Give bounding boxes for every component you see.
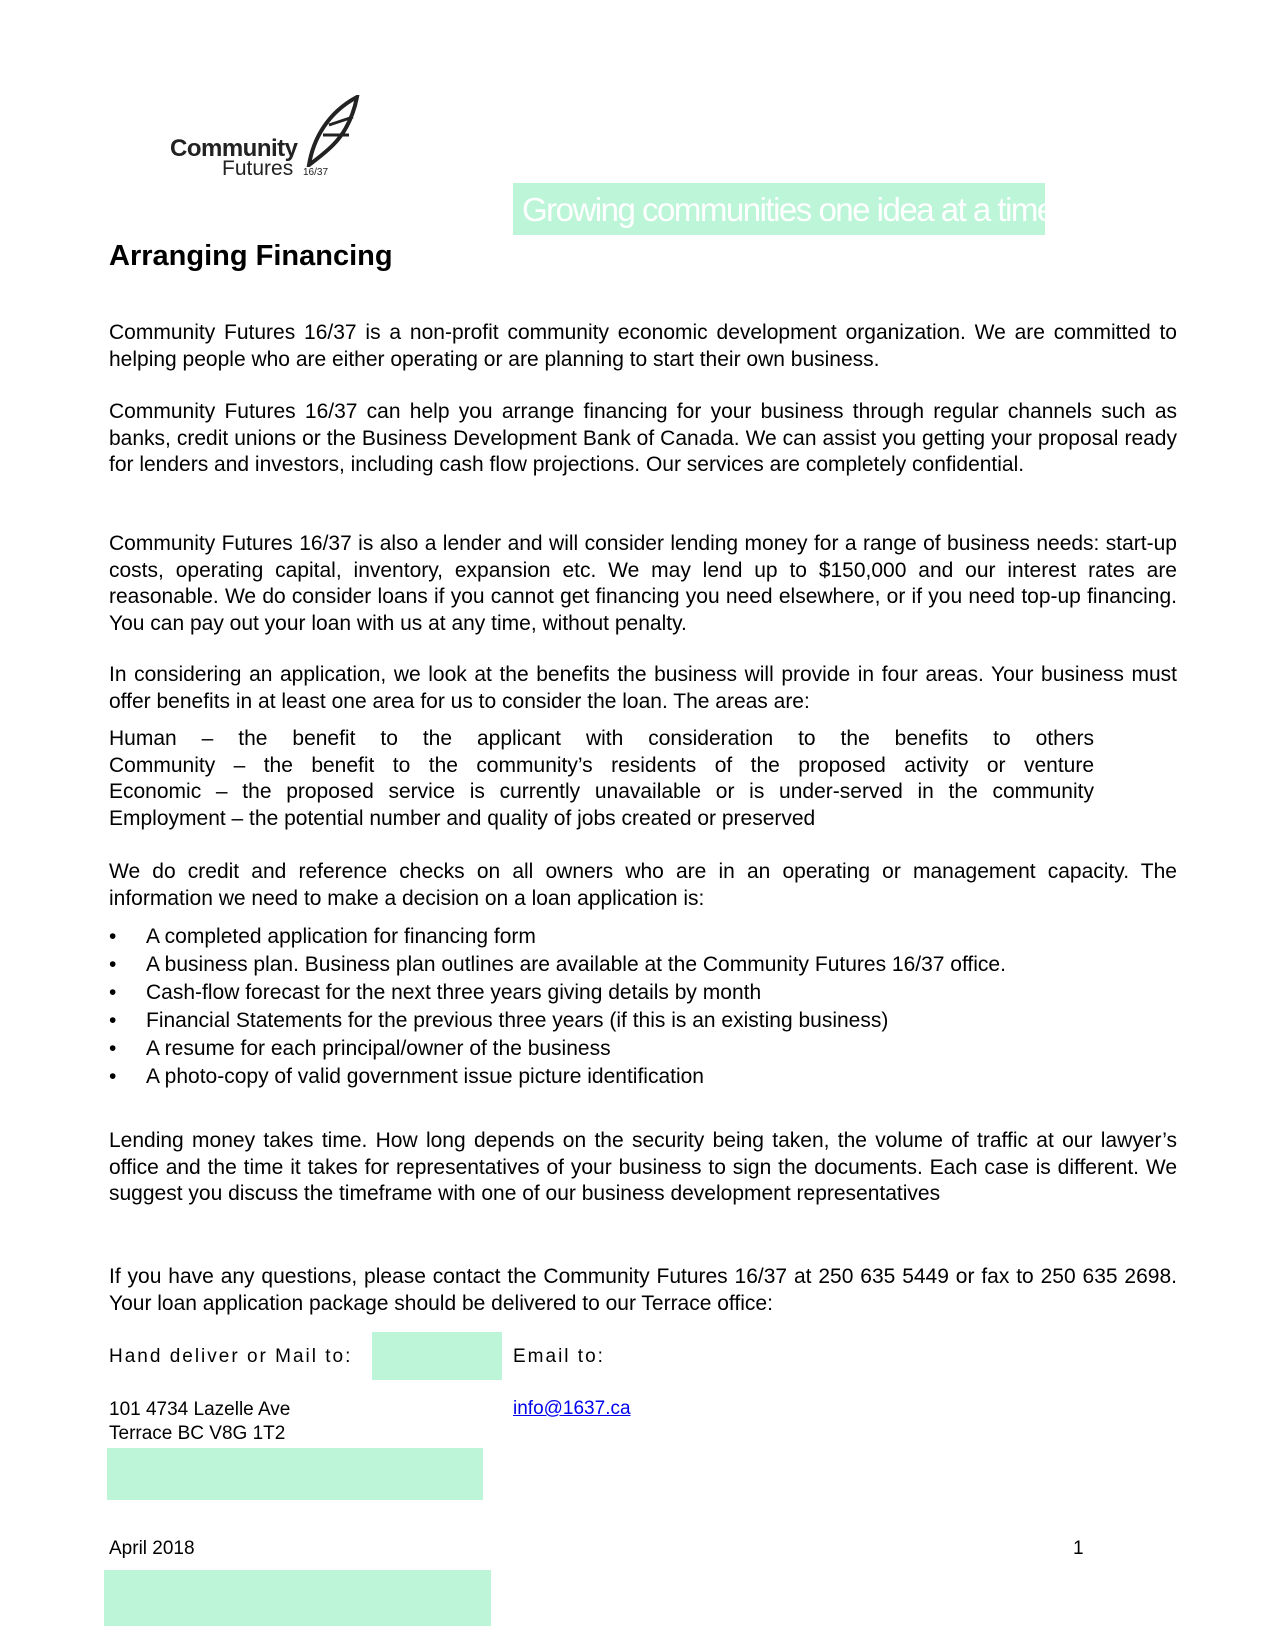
- lending-time-paragraph: Lending money takes time. How long depends on the security being taken, the volume of traffic at our lawyer’s office and the time it takes for representatives of your business to sign the documents. Each case is different. We suggest you discuss the timeframe with one of our business development representatives: [109, 1129, 1177, 1205]
- list-item: [109, 923, 1177, 951]
- contact-paragraph: If you have any questions, please contact the Community Futures 16/37 at 250 635 5449 or fax to 250 635 2698. Your loan application package should be delivered to our Terrace office:: [109, 1265, 1177, 1315]
- bullet-icon: •: [109, 1009, 117, 1032]
- requirements-list: [109, 923, 1177, 1091]
- email-link[interactable]: info@1637.ca: [513, 1398, 631, 1419]
- logo-text-futures: Futures: [222, 157, 294, 180]
- arrange-financing-paragraph: Community Futures 16/37 can help you arrange financing for your business through regular channels such as banks, credit unions or the Business Development Bank of Canada. We can assist you getting your proposal ready for lenders and investors, including cash flow projections. Our services are completely confidential.: [109, 400, 1177, 476]
- bullet-icon: •: [109, 1037, 117, 1060]
- lender-paragraph: Community Futures 16/37 is also a lender and will consider lending money for a range of business needs: start-up costs, operating capital, inventory, expansion etc. We may lend up to $150,000 and our interest rates are reasonable. We do consider loans if you cannot get financing you need elsewhere, or if you need top-up financing. You can pay out your loan with us at any time, without penalty.: [109, 532, 1177, 635]
- list-item: [109, 951, 1177, 979]
- benefits-paragraph: In considering an application, we look at the benefits the business will provide in four areas. Your business must offer benefits in at least one area for us to consider the loan. The areas are:: [109, 663, 1177, 713]
- area-item-employment: Employment – the potential number and quality of jobs created or preserved: [109, 806, 816, 830]
- list-item-text: A resume for each principal/owner of the business: [146, 1037, 611, 1060]
- address-line: 101 4734 Lazelle Ave: [109, 1399, 291, 1420]
- list-item: [109, 1035, 1177, 1063]
- address-line: Terrace BC V8G 1T2: [109, 1423, 286, 1444]
- logo-text-community: Community: [170, 135, 298, 162]
- list-item-text: A photo-copy of valid government issue picture identification: [146, 1065, 704, 1088]
- highlight-block: [372, 1332, 502, 1380]
- page-title: Arranging Financing: [109, 240, 393, 272]
- list-item-text: A business plan. Business plan outlines are available at the Community Futures 16/37 office.: [146, 953, 1006, 976]
- area-item-community: Community – the benefit to the community’s residents of the proposed activity or venture: [109, 753, 1094, 777]
- list-item-text: A completed application for financing form: [146, 925, 536, 948]
- footer-date: April 2018: [109, 1538, 195, 1559]
- benefit-areas-list: [109, 726, 1094, 832]
- bullet-icon: •: [109, 981, 117, 1004]
- list-item: [109, 979, 1177, 1007]
- page-number: 1: [1073, 1538, 1084, 1559]
- area-item-economic: Economic – the proposed service is currently unavailable or is under-served in the community: [109, 780, 1094, 803]
- email-label: Email to:: [513, 1346, 605, 1367]
- list-item-text: Cash-flow forecast for the next three years giving details by month: [146, 981, 762, 1004]
- mailing-address: [109, 1398, 290, 1446]
- tagline: Growing communities one idea at a time.: [522, 191, 1062, 228]
- highlight-block: [107, 1448, 483, 1500]
- logo-text-number: 16/37: [303, 167, 329, 178]
- area-item-human: Human – the benefit to the applicant with consideration to the benefits to others: [109, 727, 1094, 750]
- intro-paragraph: Community Futures 16/37 is a non-profit community economic development organization. We are committed to helping people who are either operating or are planning to start their own business.: [109, 321, 1177, 371]
- bullet-icon: •: [109, 1065, 117, 1088]
- credit-check-paragraph: We do credit and reference checks on all owners who are in an operating or management capacity. The information we need to make a decision on a loan application is:: [109, 860, 1177, 910]
- community-futures-logo: [160, 95, 370, 185]
- list-item: [109, 1063, 1177, 1091]
- leaf-logo-icon: [305, 95, 365, 167]
- mail-label: Hand deliver or Mail to:: [109, 1346, 353, 1367]
- bullet-icon: •: [109, 925, 117, 948]
- list-item-text: Financial Statements for the previous three years (if this is an existing business): [146, 1009, 889, 1032]
- list-item: [109, 1007, 1177, 1035]
- highlight-block: [104, 1570, 491, 1626]
- bullet-icon: •: [109, 953, 117, 976]
